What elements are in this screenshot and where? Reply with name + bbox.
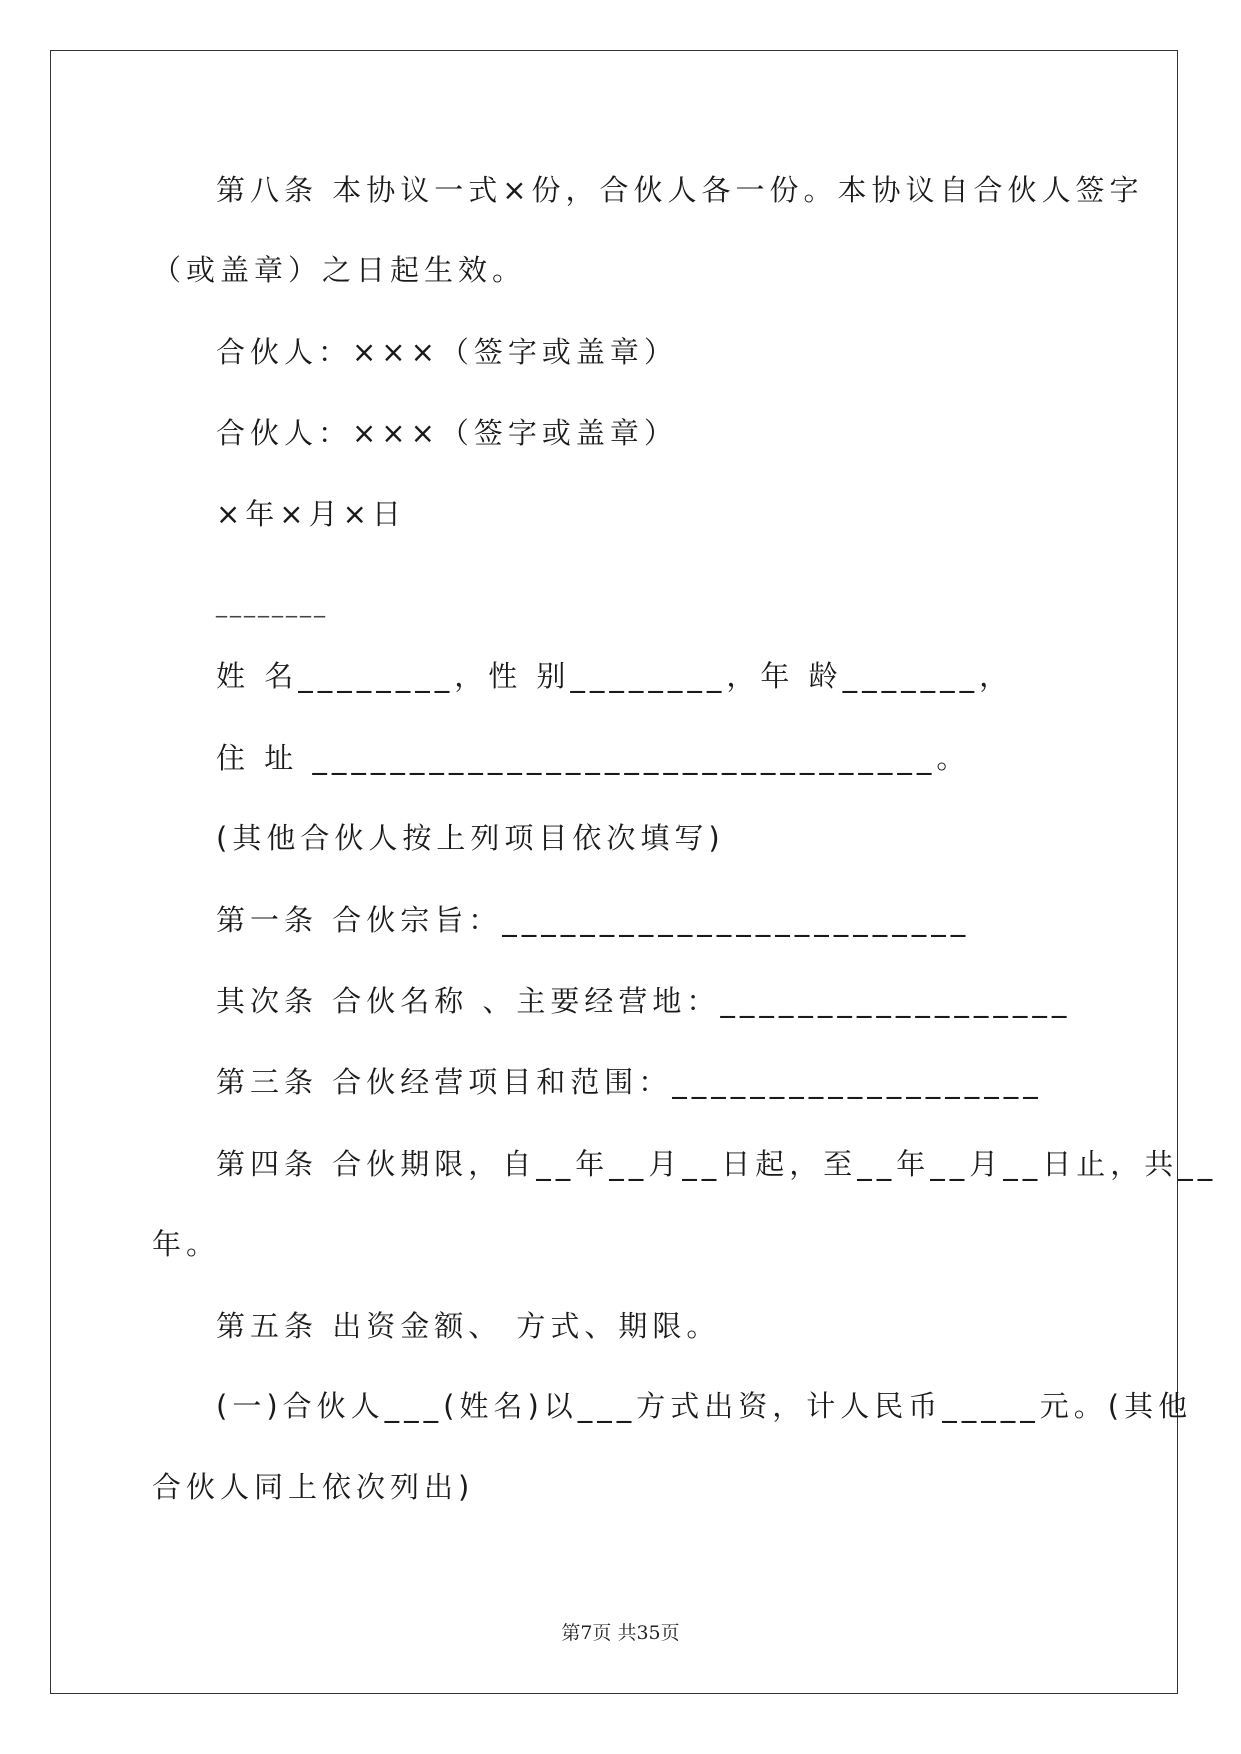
page-number-footer: 第7页 共35页: [561, 1622, 680, 1644]
clause-5: 第五条 出资金额、 方式、期限。: [216, 1309, 721, 1343]
clause-3: 第三条 合伙经营项目和范围：___________________: [216, 1065, 1043, 1099]
signing-date: ×年×月×日: [216, 497, 406, 531]
partner-signature-2: 合伙人：×××（签字或盖章）: [216, 416, 678, 450]
clause-4-line-2: 年。: [152, 1227, 221, 1261]
clause-1: 第一条 合伙宗旨：________________________: [216, 903, 971, 937]
clause-5-item-1-line-2: 合伙人同上依次列出): [152, 1470, 475, 1504]
clause-5-item-1-line-1: (一)合伙人___(姓名)以___方式出资，计人民币_____元。(其他: [216, 1389, 1193, 1423]
partner-signature-1: 合伙人：×××（签字或盖章）: [216, 335, 678, 369]
section-divider: ________: [216, 593, 328, 618]
clause-2: 其次条 合伙名称 、主要经营地：__________________: [216, 984, 1072, 1018]
address-field: 住 址 ________________________________。: [216, 741, 971, 775]
page-frame: [50, 50, 1178, 1694]
partner-info-fields: 姓 名________，性 别________，年 龄_______，: [216, 659, 1014, 693]
other-partners-note: (其他合伙人按上列项目依次填写): [216, 821, 725, 855]
clause-8-line-2: （或盖章）之日起生效。: [152, 253, 527, 287]
clause-4-line-1: 第四条 合伙期限，自__年__月__日起，至__年__月__日止，共__: [216, 1147, 1218, 1181]
clause-8-line-1: 第八条 本协议一式×份，合伙人各一份。本协议自合伙人签字: [216, 173, 1144, 207]
